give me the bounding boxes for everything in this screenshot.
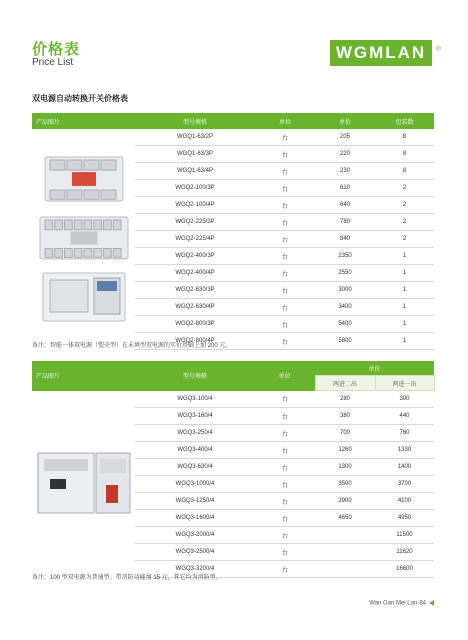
- model-cell: WGQ3-1250/4: [135, 493, 255, 510]
- unit-cell: 台: [255, 561, 315, 578]
- transfer-switch-image: [39, 216, 129, 260]
- table2-note: 备注：100 型双电源为普通型。带消防功能加 15 元，其它均为消防型。: [32, 575, 222, 581]
- price-cell: 1260: [315, 442, 375, 459]
- package-cell: 1330: [375, 442, 434, 459]
- header-price: 单价: [315, 361, 434, 376]
- transfer-switch-image: [44, 156, 124, 202]
- unit-cell: 台: [255, 282, 315, 299]
- model-cell: WGQ3-2000/4: [135, 527, 255, 544]
- table-row: [32, 391, 434, 408]
- unit-cell: 台: [255, 425, 315, 442]
- package-cell: 2: [375, 197, 434, 214]
- arrow-left-icon: [429, 600, 434, 606]
- header-model: 型号规格: [135, 361, 255, 391]
- package-cell: 1: [375, 265, 434, 282]
- package-cell: 760: [375, 425, 434, 442]
- unit-cell: 台: [255, 510, 315, 527]
- header-model: 型号规格: [135, 113, 255, 129]
- package-cell: 8: [375, 146, 434, 163]
- unit-cell: 台: [255, 299, 315, 316]
- model-cell: WGQ1-63/2P: [135, 129, 255, 146]
- unit-cell: 台: [255, 231, 315, 248]
- package-cell: 11500: [375, 527, 434, 544]
- package-cell: 440: [375, 408, 434, 425]
- price-cell: 780: [315, 214, 375, 231]
- package-cell: 4950: [375, 510, 434, 527]
- unit-cell: 台: [255, 527, 315, 544]
- ats-switch-image: [36, 449, 132, 519]
- unit-cell: 台: [255, 163, 315, 180]
- model-cell: WGQ3-1000/4: [135, 476, 255, 493]
- section-title: 双电源自动转换开关价格表: [32, 94, 128, 103]
- price-cell: 2550: [315, 265, 375, 282]
- model-cell: WGQ2-225/3P: [135, 214, 255, 231]
- unit-cell: 台: [255, 493, 315, 510]
- price-cell: 5400: [315, 316, 375, 333]
- price-cell: 3900: [315, 493, 375, 510]
- price-cell: 220: [315, 146, 375, 163]
- package-cell: 16600: [375, 561, 434, 578]
- page-number: Wan Gan Mei Lan-84: [369, 600, 426, 607]
- model-cell: WGQ2-630/3P: [135, 282, 255, 299]
- model-cell: WGQ2-800/4P: [135, 333, 255, 350]
- subheader-two-in-one-out: 两进一出: [375, 376, 434, 391]
- package-cell: 1400: [375, 459, 434, 476]
- unit-cell: 台: [255, 333, 315, 350]
- package-cell: 2: [375, 231, 434, 248]
- model-cell: WGQ3-630/4: [135, 459, 255, 476]
- model-cell: WGQ1-63/4P: [135, 163, 255, 180]
- package-cell: 2: [375, 214, 434, 231]
- price-cell: 3500: [315, 476, 375, 493]
- table-header-row: [32, 361, 434, 376]
- header-image: 产品图片: [32, 361, 135, 391]
- price-cell: 700: [315, 425, 375, 442]
- unit-cell: 台: [255, 391, 315, 408]
- registered-mark: ®: [435, 46, 441, 53]
- model-cell: WGQ3-2500/4: [135, 544, 255, 561]
- package-cell: 2: [375, 180, 434, 197]
- model-cell: WGQ3-1600/4: [135, 510, 255, 527]
- package-cell: 1: [375, 316, 434, 333]
- brand-logo: [330, 40, 441, 66]
- unit-cell: 台: [255, 408, 315, 425]
- header-unit: 单位: [255, 113, 315, 129]
- price-cell: 1300: [315, 459, 375, 476]
- model-cell: WGQ2-100/3P: [135, 180, 255, 197]
- unit-cell: 台: [255, 265, 315, 282]
- table-row: [32, 129, 434, 146]
- unit-cell: 台: [255, 248, 315, 265]
- package-cell: 300: [375, 391, 434, 408]
- model-cell: WGQ2-225/4P: [135, 231, 255, 248]
- page-footer: [369, 600, 434, 607]
- product-images: [32, 391, 135, 578]
- price-cell: 5800: [315, 333, 375, 350]
- package-cell: 8: [375, 163, 434, 180]
- page-subtitle: Price List: [32, 57, 74, 68]
- model-cell: WGQ3-3200/4: [135, 561, 255, 578]
- controller-switch-image: [42, 272, 126, 322]
- header-price: 单价: [315, 113, 375, 129]
- product-images: [32, 129, 135, 350]
- unit-cell: 台: [255, 214, 315, 231]
- unit-cell: 台: [255, 316, 315, 333]
- price-cell: 380: [315, 408, 375, 425]
- package-cell: 11620: [375, 544, 434, 561]
- header-unit: 单位: [255, 361, 315, 391]
- price-cell: [315, 544, 375, 561]
- model-cell: WGQ3-160/4: [135, 408, 255, 425]
- price-cell: [315, 561, 375, 578]
- model-cell: WGQ2-800/3P: [135, 316, 255, 333]
- unit-cell: 台: [255, 459, 315, 476]
- price-cell: 230: [315, 163, 375, 180]
- price-cell: 640: [315, 197, 375, 214]
- unit-cell: 台: [255, 544, 315, 561]
- unit-cell: 台: [255, 442, 315, 459]
- header-image: 产品图片: [32, 113, 135, 129]
- package-cell: 3700: [375, 476, 434, 493]
- price-cell: 280: [315, 391, 375, 408]
- model-cell: WGQ3-250/4: [135, 425, 255, 442]
- price-table-2: [32, 361, 435, 578]
- package-cell: 1: [375, 333, 434, 350]
- price-cell: 2350: [315, 248, 375, 265]
- package-cell: 1: [375, 299, 434, 316]
- model-cell: WGQ2-400/4P: [135, 265, 255, 282]
- package-cell: 1: [375, 282, 434, 299]
- price-cell: 205: [315, 129, 375, 146]
- unit-cell: 台: [255, 476, 315, 493]
- header-package: 包装数: [375, 113, 434, 129]
- price-cell: 4650: [315, 510, 375, 527]
- price-cell: 3000: [315, 282, 375, 299]
- price-cell: 610: [315, 180, 375, 197]
- unit-cell: 台: [255, 197, 315, 214]
- model-cell: WGQ2-100/4P: [135, 197, 255, 214]
- price-cell: [315, 527, 375, 544]
- table-header-row: [32, 113, 434, 129]
- package-cell: 8: [375, 129, 434, 146]
- table1-note: 备注：智能一体双电源（塑壳型）在未填型双电源的实价基础上加 200 元。: [32, 343, 232, 349]
- unit-cell: 台: [255, 129, 315, 146]
- price-cell: 840: [315, 231, 375, 248]
- unit-cell: 台: [255, 146, 315, 163]
- model-cell: WGQ3-100/4: [135, 391, 255, 408]
- model-cell: WGQ2-630/4P: [135, 299, 255, 316]
- page-title: 价格表: [32, 41, 81, 58]
- price-table-1: [32, 113, 434, 350]
- unit-cell: 台: [255, 180, 315, 197]
- package-cell: 4100: [375, 493, 434, 510]
- logo-text: WGMLAN: [335, 43, 427, 62]
- model-cell: WGQ3-400/4: [135, 442, 255, 459]
- subheader-two-in-two-out: 两进二出: [315, 376, 375, 391]
- model-cell: WGQ1-63/3P: [135, 146, 255, 163]
- model-cell: WGQ2-400/3P: [135, 248, 255, 265]
- package-cell: 1: [375, 248, 434, 265]
- price-cell: 3400: [315, 299, 375, 316]
